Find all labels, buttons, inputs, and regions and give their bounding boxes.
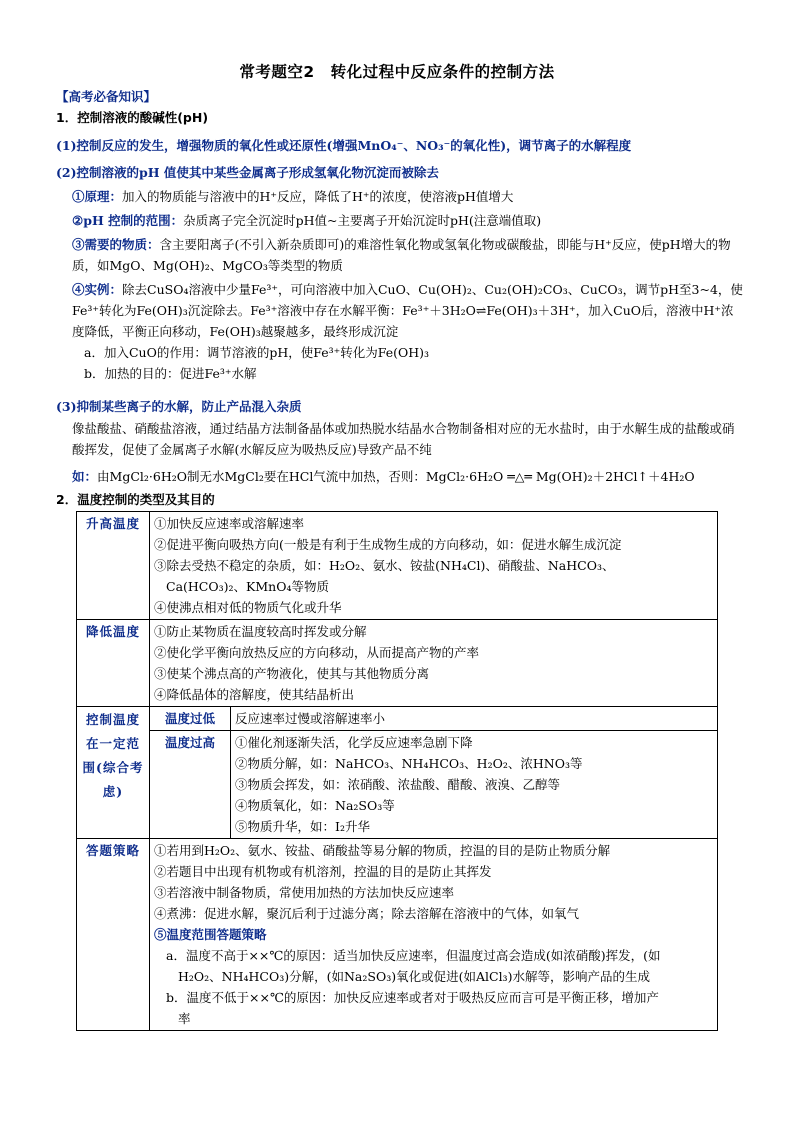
- temperature-table: [76, 511, 718, 1031]
- row-lower-header: 降低温度: [77, 620, 150, 707]
- row-strategy-header: 答题策略: [77, 839, 150, 1031]
- row-control-header: 控制温度在一定范围(综合考虑): [77, 707, 150, 839]
- section1-items: [72, 186, 744, 384]
- item-ph-range: ②pH 控制的范围：杂质离子完全沉淀时pH值~主要离子开始沉淀时pH(注意端值取): [72, 213, 542, 228]
- row-control-low: [77, 707, 718, 731]
- section1-p2: (2)控制溶液的pH 值使其中某些金属离子形成氢氧化物沉淀而被除去: [56, 165, 439, 180]
- item-example: ④实例：除去CuSO₄溶液中少量Fe³⁺，可向溶液中加入CuO、Cu(OH)₂、Cu₂(OH)₂CO₃、CuCO₃，调节pH至3~4，使Fe³⁺转化为Fe(OH)₃沉淀除去。Fe³⁺溶液中存在水解平衡：Fe³⁺＋3H₂O⇌Fe(OH)₃＋3H⁺，加入CuO后，溶液中H⁺浓度降低，平衡正向移动，Fe(OH)₃越聚越多，最终形成沉淀: [72, 282, 743, 339]
- section1-p3-text: 像盐酸盐、硝酸盐溶液，通过结晶方法制备晶体或加热脱水结晶水合物制备相对应的无水盐时，由于水解生成的盐酸或硝酸挥发，促使了金属离子水解(水解反应为吸热反应)导致产品不纯: [72, 421, 735, 457]
- knowledge-tag: 【高考必备知识】: [56, 89, 157, 104]
- section1-p3: (3)抑制某些离子的水解，防止产品混入杂质: [56, 399, 302, 414]
- row-raise: [77, 512, 718, 620]
- sub-b: b．加热的目的：促进Fe³⁺水解: [84, 366, 257, 381]
- low-temp-label: 温度过低: [150, 707, 231, 731]
- item-principle: ①原理：加入的物质能与溶液中的H⁺反应，降低了H⁺的浓度，使溶液pH值增大: [72, 189, 514, 204]
- row-raise-content: ①加快反应速率或溶解速率 ②促进平衡向吸热方向(一般是有利于生成物生成的方向移动，如：促进水解生成沉淀 ③除去受热不稳定的杂质，如：H₂O₂、氨水、铵盐(NH₄Cl)、硝酸盐、NaHCO₃、 Ca(HCO₃)₂、KMnO₄等物质 ④使沸点相对低的物质气化或升华: [150, 512, 718, 620]
- section1-example: 如：由MgCl₂·6H₂O制无水MgCl₂要在HCl气流中加热，否则：MgCl₂·6H₂O ═△═ Mg(OH)₂＋2HCl↑＋4H₂O: [72, 469, 695, 484]
- section2-heading: 2．温度控制的类型及其目的: [56, 492, 215, 507]
- sub-a: a．加入CuO的作用：调节溶液的pH，使Fe³⁺转化为Fe(OH)₃: [84, 345, 430, 360]
- high-temp-content: ①催化剂逐渐失活，化学反应速率急剧下降 ②物质分解，如：NaHCO₃、NH₄HCO₃、H₂O₂、浓HNO₃等 ③物质会挥发，如：浓硝酸、浓盐酸、醋酸、液溴、乙醇等 ④物质氧化，如：Na₂SO₃等 ⑤物质升华，如：I₂升华: [231, 731, 718, 839]
- section1-p1: (1)控制反应的发生，增强物质的氧化性或还原性(增强MnO₄⁻、NO₃⁻的氧化性)，调节离子的水解程度: [56, 138, 632, 153]
- high-temp-label: 温度过高: [150, 731, 231, 839]
- row-lower: [77, 620, 718, 707]
- row-lower-content: ①防止某物质在温度较高时挥发或分解 ②使化学平衡向放热反应的方向移动，从而提高产物的产率 ③使某个沸点高的产物液化，使其与其他物质分离 ④降低晶体的溶解度，使其结晶析出: [150, 620, 718, 707]
- item-needed-substance: ③需要的物质：含主要阳离子(不引入新杂质即可)的难溶性氧化物或氢氧化物或碳酸盐，即能与H⁺反应，使pH增大的物质，如MgO、Mg(OH)₂、MgCO₃等类型的物质: [72, 237, 731, 273]
- row-control-high: [77, 731, 718, 839]
- low-temp-text: 反应速率过慢或溶解速率小: [231, 707, 718, 731]
- section1-heading: 1．控制溶液的酸碱性(pH): [56, 110, 209, 125]
- page-title: 常考题空2 转化过程中反应条件的控制方法: [239, 63, 555, 81]
- row-raise-header: 升高温度: [77, 512, 150, 620]
- row-strategy-content: ①若用到H₂O₂、氨水、铵盐、硝酸盐等易分解的物质，控温的目的是防止物质分解 ②若题目中出现有机物或有机溶剂，控温的目的是防止其挥发 ③若溶液中制备物质，常使用加热的方法加快反应速率 ④煮沸：促进水解，聚沉后利于过滤分离；除去溶解在溶液中的气体，如氧气 ⑤温度范围答题策略 a．温度不高于××℃的原因：适当加快反应速率，但温度过高会造成(如浓硝酸)挥发，(如 H₂O₂、NH₄HCO₃)分解，(如Na₂SO₃)氧化或促进(如AlCl₃)水解等，影响产品的生成 b．温度不低于××℃的原因：加快反应速率或者对于吸热反应而言可是平衡正移，增加产 率: [150, 839, 718, 1031]
- row-strategy: [77, 839, 718, 1031]
